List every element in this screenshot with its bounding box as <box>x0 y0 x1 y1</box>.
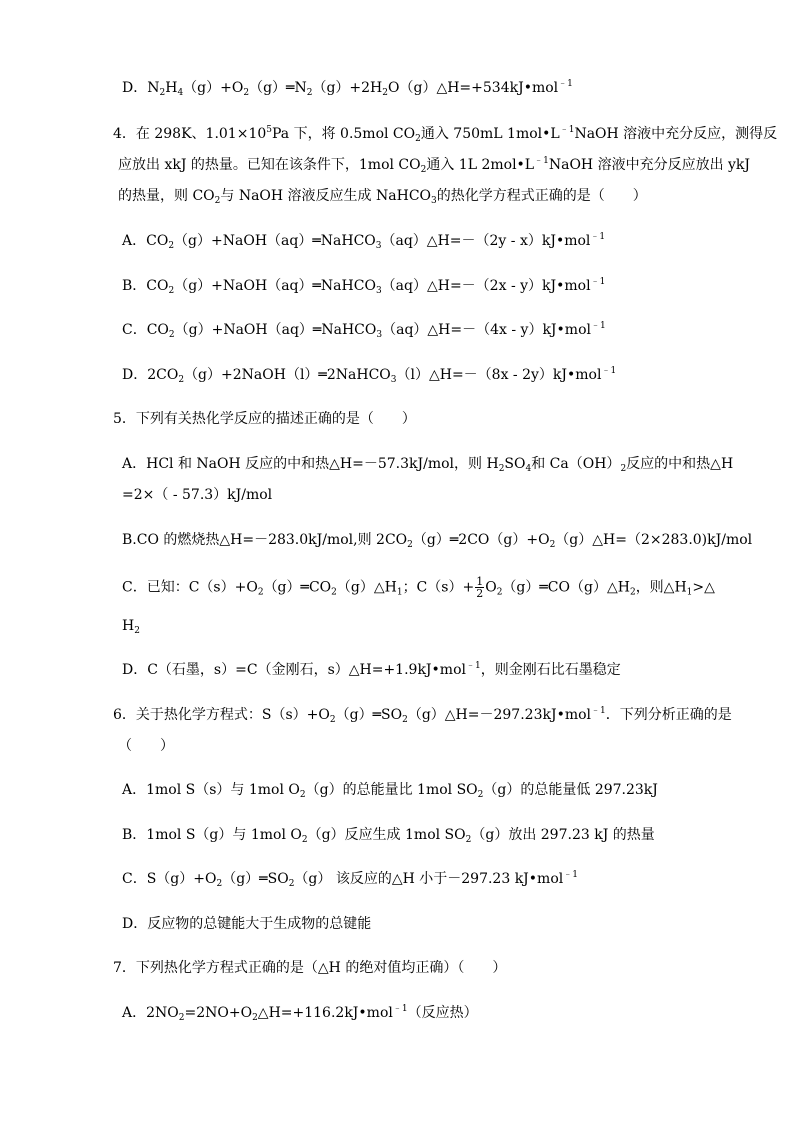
q4-option-a: A．$CO_2(g)+NaOH(aq)═NaHCO_3(aq)\triangle H=-(2y$ - x）kJ•mol$^{﹣1}$ <box>122 232 606 251</box>
q5-option-a-line2: =2×（ - 57.3）kJ/mol <box>122 487 273 503</box>
q3-option-d: D．$N_2H_4(g)+O_2(g)═N_2(g)+2H_2O(g)\triangle H=+534kJ•mol^{﹣1}$ <box>122 79 573 98</box>
q4-option-b: B．$CO_2(g)+NaOH(aq)═NaHCO_3(aq)\triangle H=-(2x$ - y）kJ•mol$^{﹣1}$ <box>122 277 606 296</box>
q6-stem-line2: （ ） <box>118 738 174 754</box>
q6-option-c: C．$S(g)+O_2(g)═SO_2(g)$ 该反应的△H 小于－297.23 kJ•mol$^{﹣1}$ <box>122 870 578 889</box>
q4-stem-line2: 应放出 xkJ 的热量。已知在该条件下，1mol $CO_2$通入 1L $2mol•L^{﹣1}NaOH$ 溶液中充分反应放出 ykJ <box>118 156 751 175</box>
q6-option-a: A．1mol S（s）与 1mol $O_2(g)$的总能量比 1mol $SO_2(g)$的总能量低 297.23kJ <box>122 782 658 800</box>
q4-option-d: D．$2CO_2(g)+2NaOH(l)═2NaHCO_3(l)\triangle H=-(8x$ - 2y）kJ•mol$^{﹣1}$ <box>122 366 617 385</box>
q5-option-c-line1: C．已知：$C(s)+O_2(g)═CO_2(g)\triangle H_1$；C（s）+ $\frac{1}{2}$ $O_2(g)═CO(g)\triangle H_2$，则$\triangle H_1>\triangle$ <box>122 575 715 600</box>
q6-option-d: D．反应物的总键能大于生成物的总键能 <box>122 916 372 932</box>
q4-stem-line1: 4．在 298K、$1.01\times 10^5Pa$ 下，将 0.5mol $CO_2$通入 750mL $1mol•L^{﹣1}NaOH$ 溶液中充分反应，测得反 <box>113 125 778 144</box>
q6-option-b: B．1mol S（g）与 1mol $O_2(g)$反应生成 1mol $SO_2(g)$放出 297.23 kJ 的热量 <box>122 827 655 845</box>
q5-option-b: B.CO 的燃烧热△H=－283.0kJ/mol,则 $2CO_2(g)═2CO(g)+O_2(g)\triangle H=(2\times 283.0)kJ$/mol <box>122 532 753 550</box>
q4-option-c: C．$CO_2(g)+NaOH(aq)═NaHCO_3(aq)\triangle H=-(4x$ - y）kJ•mol$^{﹣1}$ <box>122 321 606 340</box>
q5-option-d: D．C（石墨，s）=C（金刚石，s）△H=+1.9kJ•mol$^{﹣1}$，则金刚石比石墨稳定 <box>122 661 621 678</box>
q7-option-a: A．$2NO_2=2NO+O_2\triangle H=+116.2kJ•mol^{﹣1}$（反应热） <box>122 1004 478 1023</box>
q6-stem-line1: 6．关于热化学方程式：$S(s)+O_2(g)═SO_2(g)\triangle H=-297.23kJ•mol^{﹣1}$．下列分析正确的是 <box>113 706 732 725</box>
q5-stem: 5．下列有关热化学反应的描述正确的是（ ） <box>113 411 416 427</box>
fraction-one-half: $\frac{1}{2}$ <box>476 575 484 600</box>
q7-stem: 7．下列热化学方程式正确的是（△H 的绝对值均正确）（ ） <box>113 960 507 976</box>
q5-option-a-line1: A．HCl 和 NaOH 反应的中和热△H=－57.3kJ/mol，则 $H_2SO_4$和 $Ca(OH)_2$反应的中和热△H <box>122 456 734 474</box>
q5-option-c-line2: $H_2$ <box>122 618 140 636</box>
q4-stem-line3: 的热量，则 $CO_2$与 NaOH 溶液反应生成 NaHCO$_3$的热化学方程式正确的是（ ） <box>118 188 647 206</box>
